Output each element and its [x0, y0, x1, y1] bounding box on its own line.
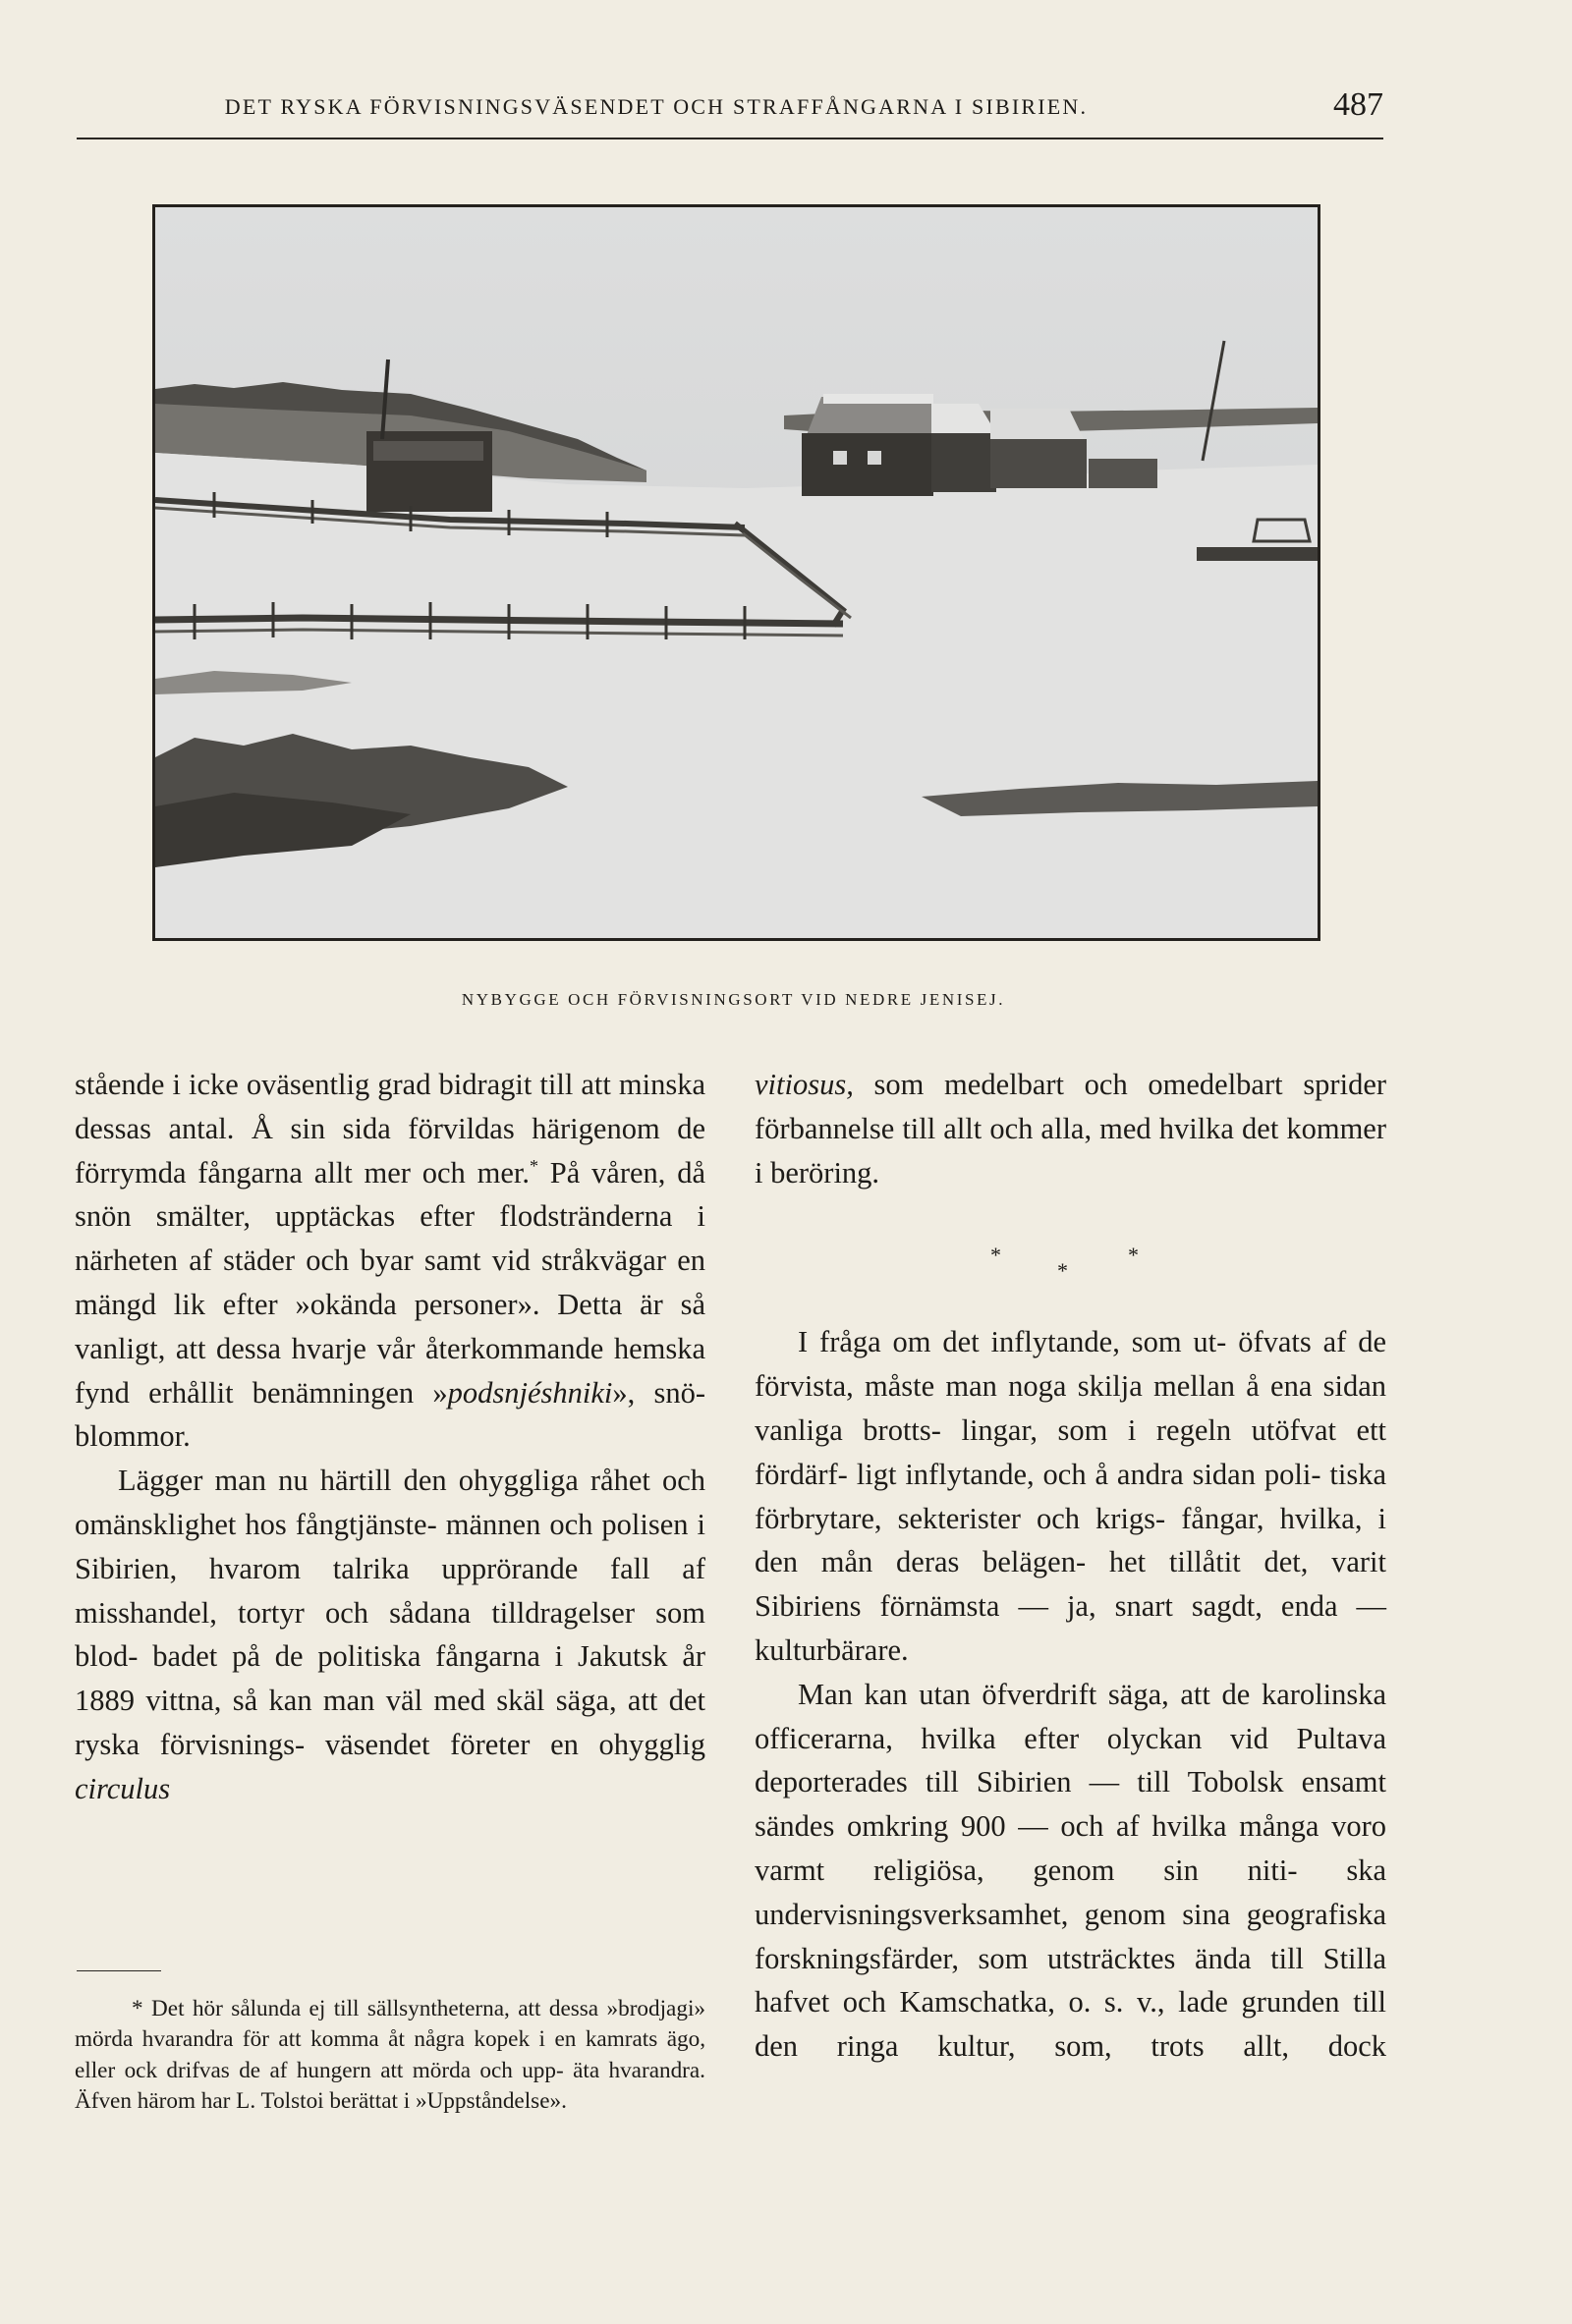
footnote-line: * Det hör sålunda ej till sällsyntheterna,: [132, 1996, 510, 2021]
text-line: skilja mellan å ena sidan vanliga brotts-: [755, 1369, 1387, 1447]
text-line: förvildas härigenom de förrymda fångarna: [75, 1111, 705, 1190]
paragraph: [755, 1063, 1386, 1194]
text-line: Sibirien — till Tobolsk ensamt sändes: [755, 1765, 1386, 1844]
photograph-settlement: [152, 204, 1320, 941]
text-line: het tillåtit det, varit Sibiriens förnämsta: [755, 1545, 1386, 1624]
text-line: stråkvägar en mängd lik efter »okända: [75, 1244, 705, 1321]
section-break: [755, 1194, 1386, 1320]
text-line: till att minska dessas antal. Å sin sida: [75, 1068, 705, 1145]
left-column: [75, 1063, 705, 1811]
text-line: På våren, då snön: [75, 1155, 705, 1234]
right-column: [755, 1063, 1386, 2069]
footnote-line: komma åt några kopek i en kamrats ägo, eller: [75, 2026, 706, 2083]
italic-term: podsnjéshniki: [447, 1375, 613, 1410]
text-line: badet på de politiska fångarna i Jakutsk: [152, 1639, 668, 1674]
footnote-line: äta hvarandra. Äfven härom har L. Tolstoi: [75, 2057, 705, 2115]
text-line: sina geografiska forskningsfärder, som: [755, 1897, 1386, 1975]
footnote-marker: *: [529, 1155, 538, 1176]
footnote-rule: [77, 1970, 161, 1971]
text-line: råhet och omänsklighet hos fångtjänste-: [75, 1464, 705, 1541]
footnote-line: berättat i »Uppståndelse».: [329, 2088, 567, 2115]
text-line: Kamschatka, o. s. v., lade grunden till: [899, 1985, 1386, 2020]
italic-term: vitiosus,: [755, 1068, 854, 1101]
asterisk: *: [1128, 1243, 1139, 1268]
text-line: männen och polisen i Sibirien, hvarom: [75, 1507, 706, 1585]
paragraph: [75, 1459, 705, 1810]
text-line: personer». Detta är så vanligt, att dessa: [75, 1287, 705, 1365]
text-line: den ringa kultur, som, trots allt, dock: [755, 2029, 1386, 2064]
header-rule: [77, 138, 1383, 139]
text-line: allt mer och mer.: [313, 1155, 530, 1190]
text-line: Lägger man nu härtill den ohyggliga: [118, 1464, 579, 1498]
photo-caption: NYBYGGE OCH FÖRVISNINGSORT VID NEDRE JENISEJ.: [461, 990, 1006, 1009]
paragraph: [755, 1320, 1386, 1672]
paragraph: [755, 1673, 1386, 2069]
text-line: ska undervisningsverksamhet, genom: [755, 1853, 1386, 1931]
text-line: fångar, hvilka, i den mån deras belägen-: [755, 1501, 1386, 1579]
text-line: — ja, snart sagdt, enda — kulturbärare.: [755, 1589, 1386, 1667]
text-line: hvilka det kommer i beröring.: [755, 1111, 1387, 1190]
text-line: olyckan vid Pultava deporterades till: [755, 1721, 1387, 1799]
text-line: talrika upprörande fall af misshandel,: [75, 1551, 705, 1630]
text-line: I fråga om det inflytande, som ut-: [798, 1325, 1227, 1359]
text-line: omkring 900 — och af hvilka många: [846, 1809, 1319, 1844]
running-title: DET RYSKA FÖRVISNINGSVÄSENDET OCH STRAFFÅNGARNA I SIBIRIEN.: [224, 94, 1089, 119]
text-line: », snö-: [612, 1375, 706, 1410]
footnote-line: ock drifvas de af hungern att mörda och upp-: [124, 2057, 564, 2083]
text-line: hvarje vår återkommande hemska fynd: [75, 1331, 705, 1410]
italic-term: circulus: [75, 1771, 171, 1805]
text-line: år 1889 vittna, så kan man väl med: [75, 1639, 706, 1718]
text-line: voro varmt religiösa, genom sin niti-: [755, 1809, 1386, 1887]
text-line: tortyr och sådana tilldragelser som blod-: [75, 1595, 705, 1674]
text-line: smälter, upptäckas efter flodstränderna: [155, 1199, 673, 1234]
asterisk: *: [1057, 1258, 1068, 1284]
photograph-illustration: [155, 207, 1318, 938]
footnote-line: att dessa »brodjagi» mörda hvarandra för att: [75, 1996, 705, 2053]
asterisk: *: [990, 1243, 1001, 1268]
text-line: Man kan utan öfverdrift säga, att: [798, 1677, 1210, 1711]
text-line: lingar, som i regeln utöfvat ett fördärf-: [755, 1412, 1387, 1491]
text-line: öfvats af de förvista, måste man noga: [755, 1325, 1386, 1404]
text-line: som medelbart och omedelbart: [853, 1068, 1283, 1101]
text-line: sprider förbannelse till allt och alla, med: [755, 1068, 1387, 1145]
text-line: tiska förbrytare, sekterister och krigs-: [755, 1457, 1387, 1535]
running-head: [77, 86, 1383, 130]
text-line: stående i icke oväsentlig grad bidragit: [75, 1068, 533, 1101]
page-number: 487: [1333, 86, 1383, 123]
text-line: väsendet företer en ohygglig: [324, 1727, 705, 1761]
text-line: i närheten af städer och byar samt vid: [75, 1199, 706, 1278]
text-line: blommor.: [75, 1419, 191, 1454]
paragraph: [75, 1063, 705, 1459]
text-line: erhållit benämningen »: [148, 1375, 448, 1410]
text-line: utsträcktes ända till Stilla hafvet och: [755, 1941, 1387, 2020]
text-line: de karolinska officerarna, hvilka efter: [755, 1677, 1386, 1755]
footnote: [75, 1994, 705, 2118]
text-line: ligt inflytande, och å andra sidan poli-: [856, 1457, 1321, 1491]
text-line: skäl säga, att det ryska förvisnings-: [75, 1684, 706, 1761]
